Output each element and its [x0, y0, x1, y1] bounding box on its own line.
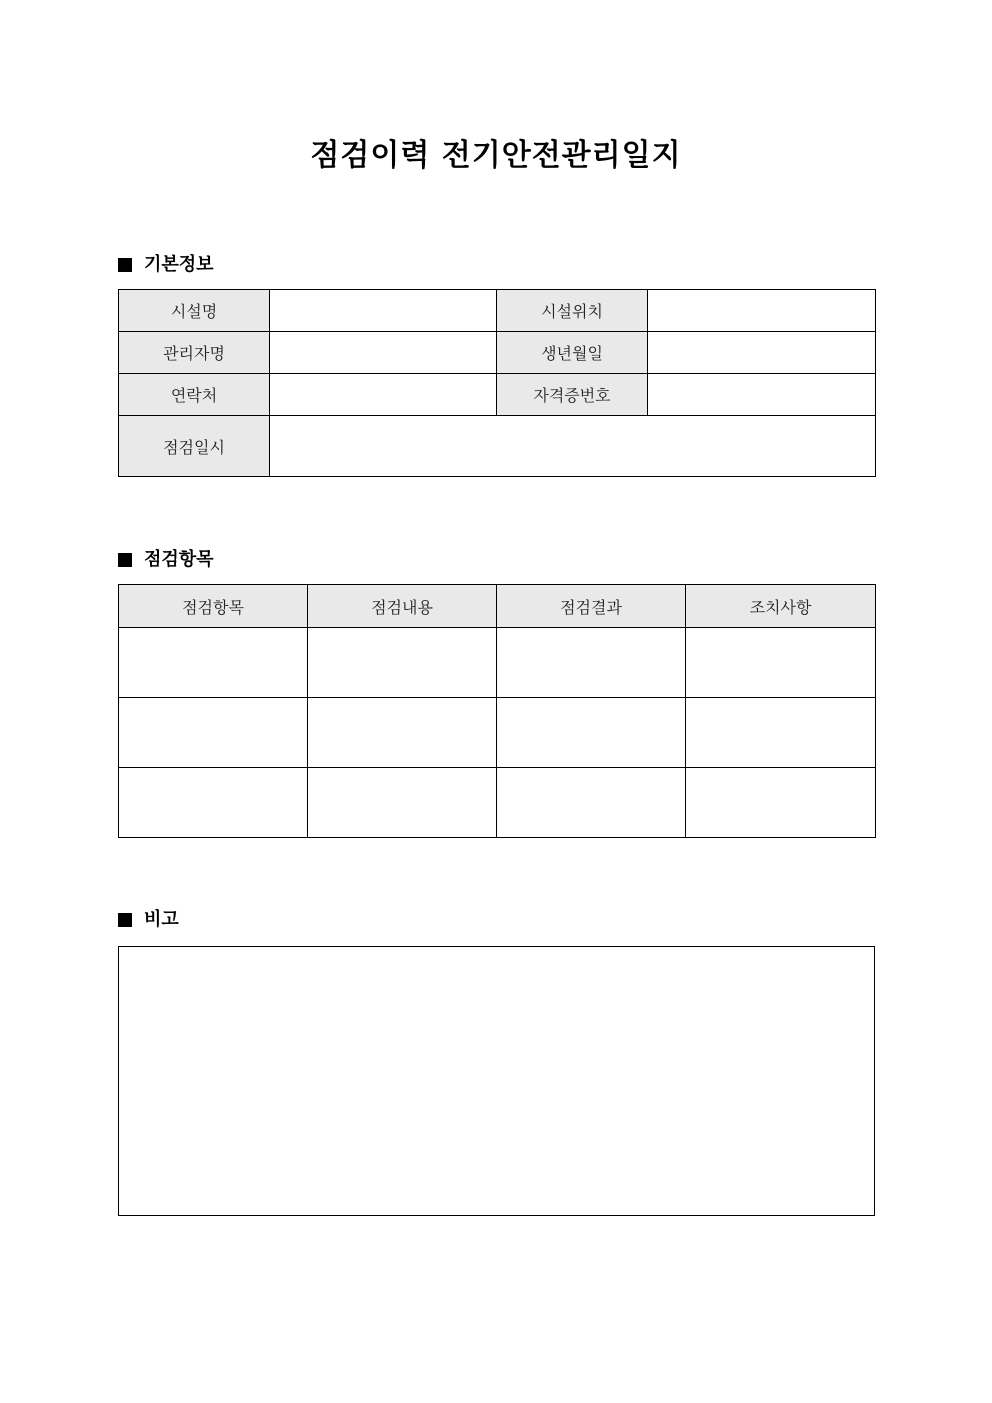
license-number-label: 자격증번호 [497, 374, 648, 416]
section-heading-label: 기본정보 [144, 254, 214, 275]
table-row [119, 628, 876, 698]
manager-name-label: 관리자명 [119, 332, 270, 374]
section-heading-notes [118, 908, 179, 932]
contact-label: 연락처 [119, 374, 270, 416]
facility-name-field[interactable] [270, 290, 497, 332]
item-cell[interactable] [119, 768, 308, 838]
basic-info-table [118, 289, 876, 477]
black-square-bullet-icon [118, 258, 132, 272]
result-cell[interactable] [497, 628, 686, 698]
section-heading-basic-info [118, 253, 214, 277]
result-cell[interactable] [497, 698, 686, 768]
item-cell[interactable] [119, 628, 308, 698]
column-header-content: 점검내용 [308, 585, 497, 628]
section-heading-label: 비고 [144, 909, 179, 930]
item-cell[interactable] [119, 698, 308, 768]
table-row [119, 698, 876, 768]
black-square-bullet-icon [118, 553, 132, 567]
table-row [119, 416, 876, 477]
license-number-field[interactable] [648, 374, 876, 416]
contact-field[interactable] [270, 374, 497, 416]
facility-name-label: 시설명 [119, 290, 270, 332]
table-row [119, 332, 876, 374]
birth-date-field[interactable] [648, 332, 876, 374]
birth-date-label: 생년월일 [497, 332, 648, 374]
table-row [119, 374, 876, 416]
content-cell[interactable] [308, 768, 497, 838]
manager-name-field[interactable] [270, 332, 497, 374]
action-cell[interactable] [686, 698, 876, 768]
notes-field[interactable] [118, 946, 875, 1216]
section-heading-inspection-items [118, 548, 214, 572]
inspection-datetime-field[interactable] [270, 416, 876, 477]
section-heading-label: 점검항목 [144, 549, 214, 570]
action-cell[interactable] [686, 628, 876, 698]
content-cell[interactable] [308, 628, 497, 698]
column-header-result: 점검결과 [497, 585, 686, 628]
black-square-bullet-icon [118, 913, 132, 927]
result-cell[interactable] [497, 768, 686, 838]
table-row [119, 290, 876, 332]
table-row [119, 768, 876, 838]
document-title: 점검이력 전기안전관리일지 [310, 138, 682, 173]
inspection-items-table [118, 584, 876, 838]
facility-location-field[interactable] [648, 290, 876, 332]
inspection-datetime-label: 점검일시 [119, 416, 270, 477]
facility-location-label: 시설위치 [497, 290, 648, 332]
action-cell[interactable] [686, 768, 876, 838]
column-header-action: 조치사항 [686, 585, 876, 628]
table-header-row [119, 585, 876, 628]
column-header-item: 점검항목 [119, 585, 308, 628]
content-cell[interactable] [308, 698, 497, 768]
